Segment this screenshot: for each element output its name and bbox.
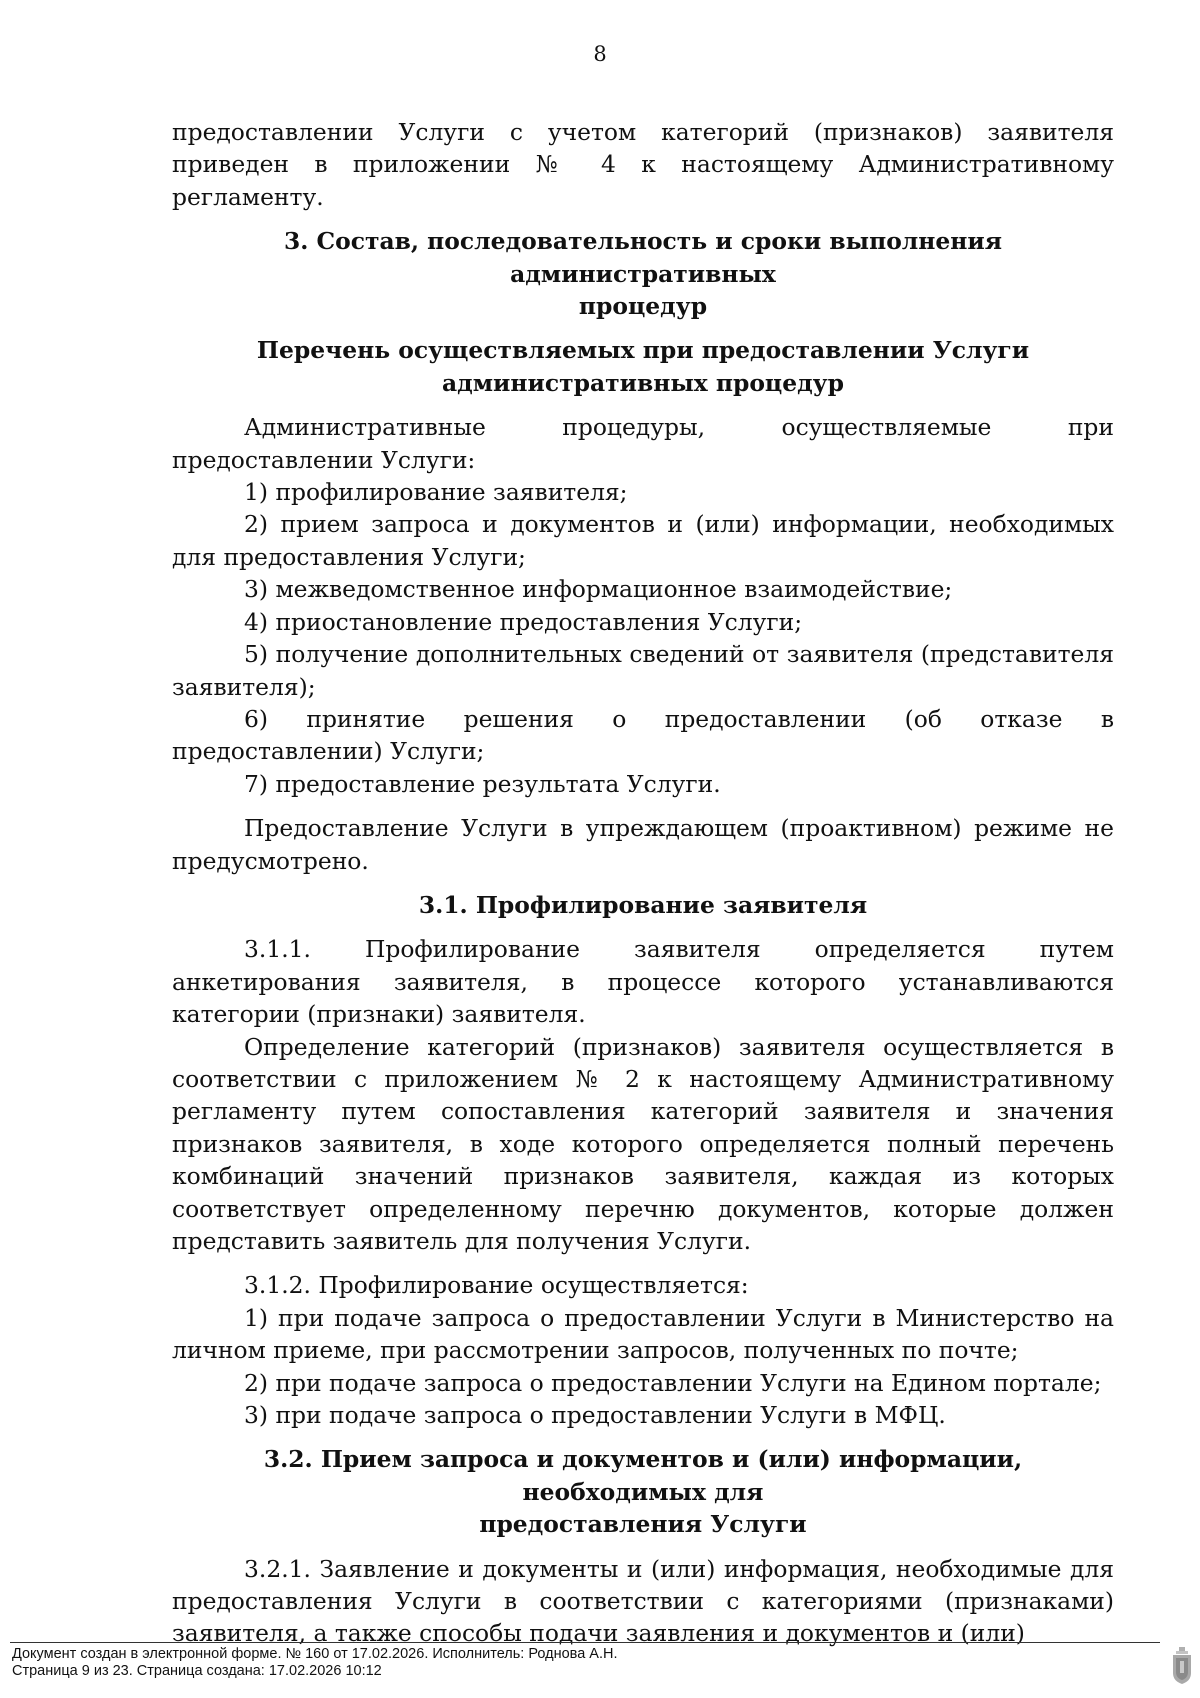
page-number: 8 xyxy=(593,42,607,66)
list-item: 5) получение дополнительных сведений от заявителя (представителя заявителя); xyxy=(172,640,1114,701)
list-item: 2) при подаче запроса о предоставлении Услуги на Едином портале; xyxy=(244,1368,1102,1397)
footer-line: Документ создан в электронной форме. № 160 от 17.02.2026. Исполнитель: Роднова А.Н. xyxy=(12,1646,618,1662)
paragraph: предоставлении Услуги с учетом категорий (признаков) заявителя приведен в приложении № 4 к настоящему Административному регламенту. xyxy=(172,118,1114,211)
footer-line: Страница 9 из 23. Страница создана: 17.02.2026 10:12 xyxy=(12,1663,382,1679)
list-item: 7) предоставление результата Услуги. xyxy=(244,769,721,798)
heading-line: 3. Состав, последовательность и сроки выполнения административных xyxy=(283,227,1003,288)
heading-line: процедур xyxy=(578,292,708,321)
heading-line: 3.2. Прием запроса и документов и (или) информации, необходимых для xyxy=(263,1445,1023,1506)
subsection-heading-procedures-list xyxy=(172,334,1114,399)
list-item: 3) межведомственное информационное взаимодействие; xyxy=(244,575,953,604)
heading-line: предоставления Услуги xyxy=(479,1510,807,1539)
list-item: 4) приостановление предоставления Услуги; xyxy=(244,607,803,636)
document-body xyxy=(172,116,1114,1650)
heading-line: 3.1. Профилирование заявителя xyxy=(418,890,868,919)
heading-line: административных процедур xyxy=(441,368,845,397)
list-item: 6) принятие решения о предоставлении (об отказе в предоставлении) Услуги; xyxy=(172,704,1114,766)
document-footer xyxy=(12,1646,618,1680)
paragraph: 3.2.1. Заявление и документы и (или) информация, необходимые для предоставления Услуги в соответствии с категориями (признаками) заявителя, а также способы подачи заявления и документов и (или) xyxy=(172,1554,1114,1648)
coat-of-arms-emblem-icon xyxy=(1170,1647,1194,1685)
paragraph: Предоставление Услуги в упреждающем (проактивном) режиме не предусмотрено. xyxy=(172,814,1114,875)
list-item: 3) при подаче запроса о предоставлении Услуги в МФЦ. xyxy=(244,1401,946,1430)
paragraph: 3.1.1. Профилирование заявителя определяется путем анкетирования заявителя, в процессе которого устанавливаются категории (признаки) заявителя. xyxy=(172,935,1114,1029)
paragraph: 3.1.2. Профилирование осуществляется: xyxy=(244,1271,749,1300)
heading-line: Перечень осуществляемых при предоставлении Услуги xyxy=(256,336,1030,365)
footer-divider xyxy=(10,1642,1160,1643)
section-heading-3 xyxy=(172,225,1114,322)
paragraph: Административные процедуры, осуществляемые при предоставлении Услуги: xyxy=(172,413,1114,474)
list-item: 2) прием запроса и документов и (или) информации, необходимых для предоставления Услуги; xyxy=(172,510,1114,571)
list-item: 1) профилирование заявителя; xyxy=(244,478,628,507)
section-heading-3-2 xyxy=(172,1443,1114,1540)
paragraph: Определение категорий (признаков) заявителя осуществляется в соответствии с приложением № 2 к настоящему Административному регламенту путем сопоставления категорий заявителя и значения признаков заявителя, в ходе которого определяется полный перечень комбинаций значений признаков заявителя, каждая из которых соответствует определенному перечню документов, которые должен представить заявитель для получения Услуги. xyxy=(172,1032,1114,1255)
list-item: 1) при подаче запроса о предоставлении Услуги в Министерство на личном приеме, при рассмотрении запросов, полученных по почте; xyxy=(172,1303,1114,1365)
section-heading-3-1 xyxy=(172,889,1114,921)
